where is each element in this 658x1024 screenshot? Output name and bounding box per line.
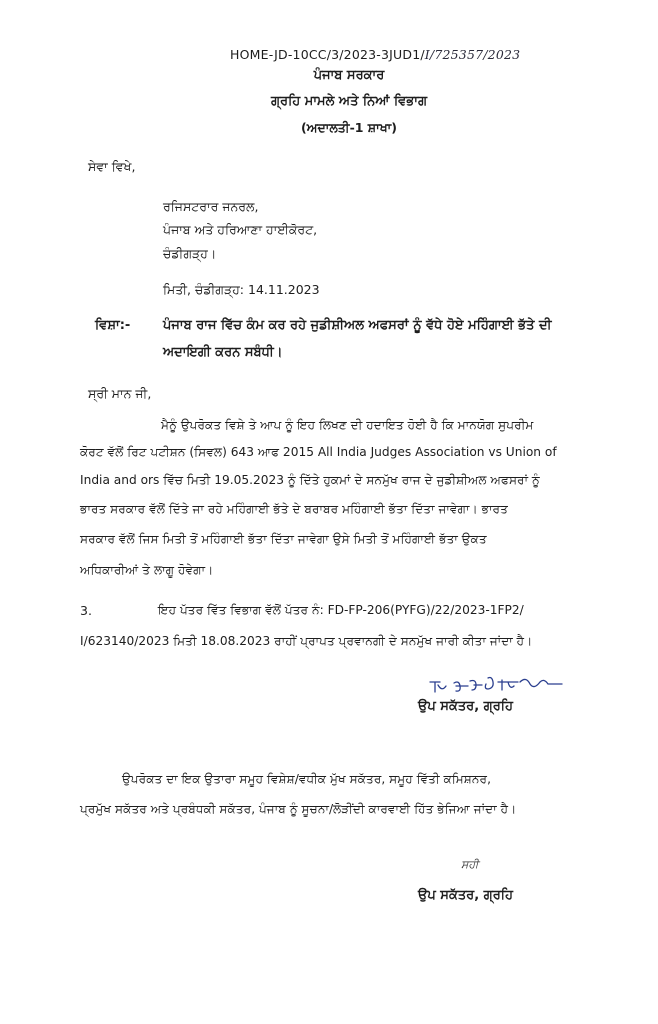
- addressee-line-1: ਰਜਿਸਟਰਾਰ ਜਨਰਲ,: [163, 199, 259, 214]
- addressee-line-2: ਪੰਜਾਬ ਅਤੇ ਹਰਿਆਣਾ ਹਾਈਕੋਰਟ,: [163, 222, 318, 237]
- copy-note-line-2: ਪ੍ਰਮੁੱਖ ਸਕੱਤਰ ਅਤੇ ਪ੍ਰਬੰਧਕੀ ਸਕੱਤਰ, ਪੰਜਾਬ ਨੂੰ ਸੂਚਨਾ/ਲੋੜੀਂਦੀ ਕਾਰਵਾਈ ਹਿੱਤ ਭੇਜਿਆ ਜਾਂਦਾ ਹੈ।: [80, 802, 517, 816]
- copy-note-line-1: ਉਪਰੋਕਤ ਦਾ ਇਕ ਉਤਾਰਾ ਸਮੂਹ ਵਿਸ਼ੇਸ਼/ਵਧੀਕ ਮੁੱਖ ਸਕੱਤਰ, ਸਮੂਹ ਵਿੱਤੀ ਕਮਿਸ਼ਨਰ,: [122, 772, 491, 786]
- government-heading: ਪੰਜਾਬ ਸਰਕਾਰ: [313, 68, 385, 83]
- handwritten-signature: [426, 672, 566, 702]
- branch-heading: (ਅਦਾਲਤੀ-1 ਸ਼ਾਖਾ): [301, 120, 397, 135]
- paragraph-1-line-4: ਭਾਰਤ ਸਰਕਾਰ ਵੱਲੋਂ ਦਿੱਤੇ ਜਾ ਰਹੇ ਮਹਿੰਗਾਈ ਭੱਤੇ ਦੇ ਬਰਾਬਰ ਮਹਿੰਗਾਈ ਭੱਤਾ ਦਿੱਤਾ ਜਾਵੇਗਾ। ਭਾਰਤ: [80, 502, 508, 516]
- paragraph-2-number: 3.: [80, 603, 92, 618]
- department-heading: ਗ੍ਰਹਿ ਮਾਮਲੇ ਅਤੇ ਨਿਆਂ ਵਿਭਾਗ: [270, 94, 428, 109]
- subject-label: ਵਿਸ਼ਾ:-: [95, 318, 131, 333]
- paragraph-1-line-2: ਕੋਰਟ ਵੱਲੋਂ ਰਿਟ ਪਟੀਸ਼ਨ (ਸਿਵਲ) 643 ਆਫ 2015 All India Judges Association vs Union of: [80, 445, 557, 459]
- paragraph-1-line-1: ਮੈਨੂੰ ਉਪਰੋਕਤ ਵਿਸ਼ੇ ਤੇ ਆਪ ਨੂੰ ਇਹ ਲਿਖਣ ਦੀ ਹਦਾਇਤ ਹੋਈ ਹੈ ਕਿ ਮਾਨਯੋਗ ਸੁਪਰੀਮ: [161, 418, 534, 432]
- greeting: ਸ੍ਰੀ ਮਾਨ ਜੀ,: [88, 386, 152, 401]
- subject-line-2: ਅਦਾਇਗੀ ਕਰਨ ਸਬੰਧੀ।: [163, 345, 283, 360]
- addressee-line-3: ਚੰਡੀਗੜ੍ਹ।: [163, 246, 217, 261]
- designation-signature-2: ਉਪ ਸਕੱਤਰ, ਗ੍ਰਹਿ: [418, 888, 513, 903]
- reference-handwritten: I/725357/2023: [424, 47, 521, 62]
- sd-mark: ਸਹੀ: [461, 858, 479, 871]
- paragraph-1-line-5: ਸਰਕਾਰ ਵੱਲੋਂ ਜਿਸ ਮਿਤੀ ਤੋਂ ਮਹਿੰਗਾਈ ਭੱਤਾ ਦਿੱਤਾ ਜਾਵੇਗਾ ਉਸੇ ਮਿਤੀ ਤੋਂ ਮਹਿੰਗਾਈ ਭੱਤਾ ਉਕਤ: [80, 532, 487, 546]
- paragraph-2-line-1: ਇਹ ਪੱਤਰ ਵਿੱਤ ਵਿਭਾਗ ਵੱਲੋਂ ਪੱਤਰ ਨੰ: FD-FP-206(PYFG)/22/2023-1FP2/: [158, 603, 524, 617]
- reference-typed: HOME-JD-10CC/3/2023-3JUD1/: [230, 47, 425, 62]
- paragraph-1-line-6: ਅਧਿਕਾਰੀਆਂ ਤੇ ਲਾਗੂ ਹੋਵੇਗਾ।: [80, 563, 214, 577]
- paragraph-2-line-2: I/623140/2023 ਮਿਤੀ 18.08.2023 ਰਾਹੀਂ ਪ੍ਰਾਪਤ ਪ੍ਰਵਾਨਗੀ ਦੇ ਸਨਮੁੱਖ ਜਾਰੀ ਕੀਤਾ ਜਾਂਦਾ ਹੈ।: [80, 634, 533, 648]
- paragraph-1-line-3: India and ors ਵਿੱਚ ਮਿਤੀ 19.05.2023 ਨੂੰ ਦਿੱਤੇ ਹੁਕਮਾਂ ਦੇ ਸਨਮੁੱਖ ਰਾਜ ਦੇ ਜੁਡੀਸ਼ੀਅਲ ਅਫਸਰਾਂ ਨੂੰ: [80, 473, 540, 487]
- designation-signature-1: ਉਪ ਸਕੱਤਰ, ਗ੍ਰਹਿ: [418, 699, 513, 714]
- date-line: ਮਿਤੀ, ਚੰਡੀਗੜ੍ਹ: 14.11.2023: [163, 282, 320, 297]
- salutation-to: ਸੇਵਾ ਵਿਖੇ,: [88, 159, 136, 174]
- reference-number: [230, 47, 520, 62]
- subject-line-1: ਪੰਜਾਬ ਰਾਜ ਵਿੱਚ ਕੰਮ ਕਰ ਰਹੇ ਜੁਡੀਸ਼ੀਅਲ ਅਫਸਰਾਂ ਨੂੰ ਵੱਧੇ ਹੋਏ ਮਹਿੰਗਾਈ ਭੱਤੇ ਦੀ: [163, 318, 552, 333]
